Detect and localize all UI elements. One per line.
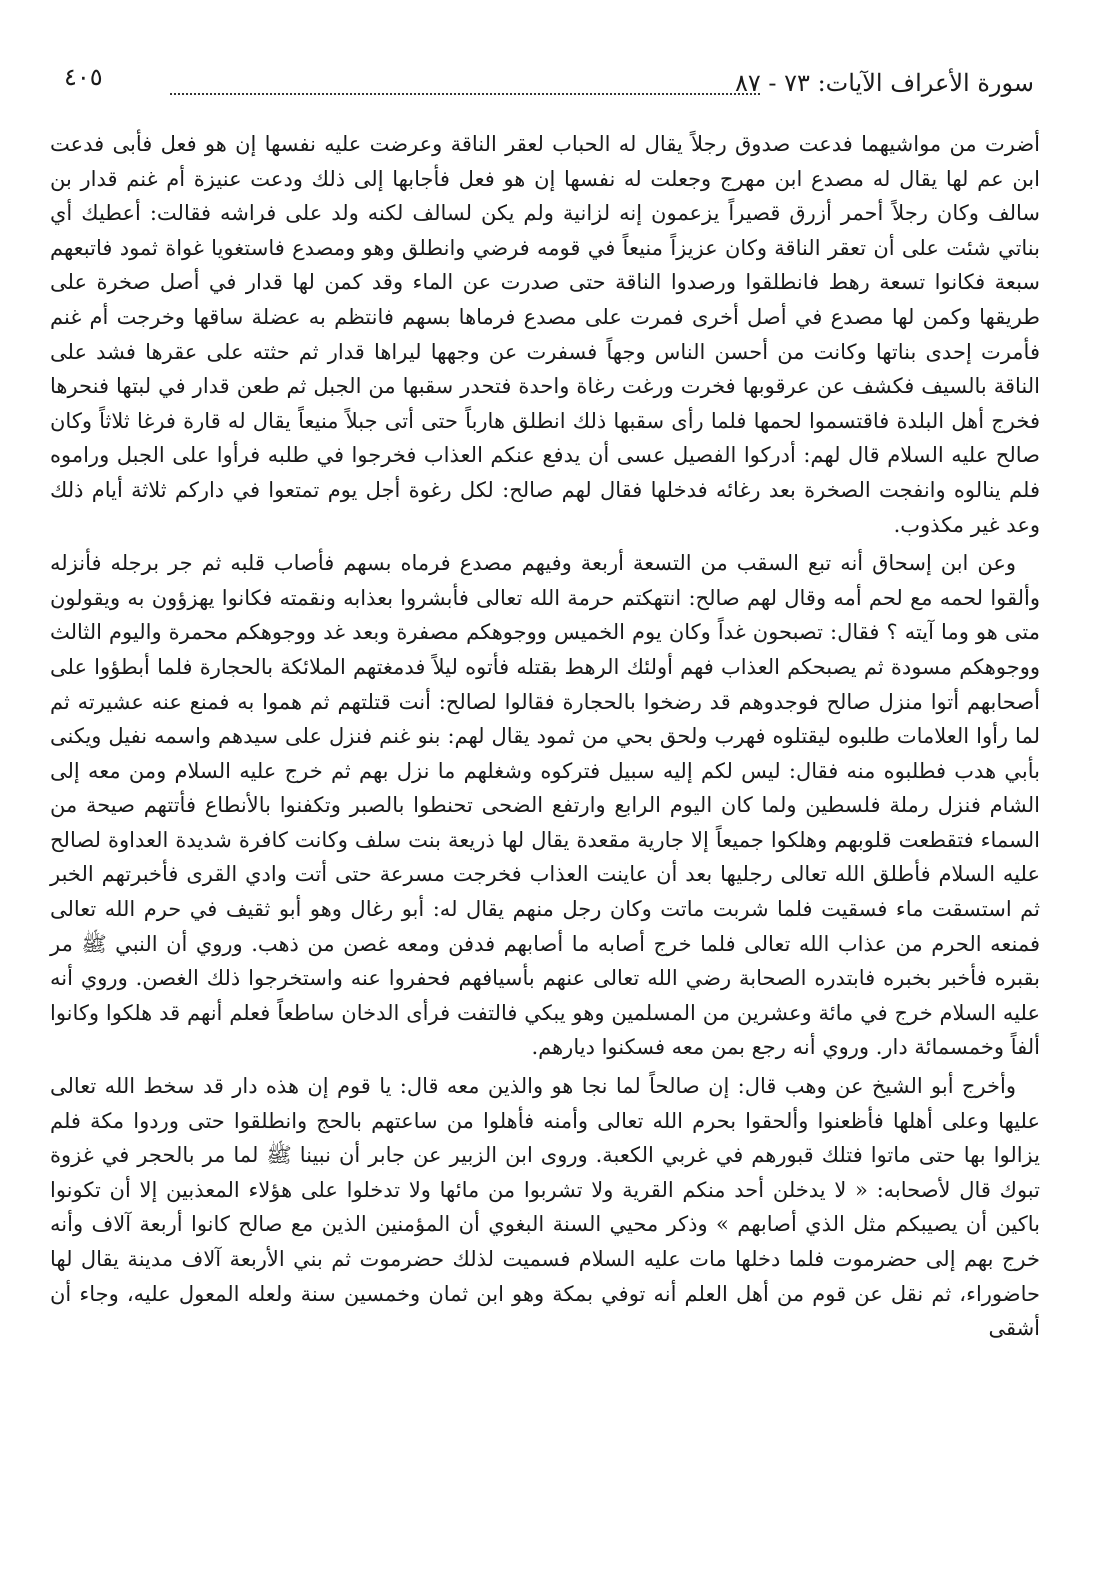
paragraph-1: أضرت من مواشيهما فدعت صدوق رجلاً يقال له الحباب لعقر الناقة وعرضت عليه نفسها إن هو فعل فأبى فدعت ابن عم لها يقال له مصدع ابن مهرج وجعلت له نفسها إن هو فعل فأجابها إلى ذلك ودعت عنيزة أم غنم قدار بن سالف وكان رجلاً أحمر أزرق قصيراً يزعمون إنه لزانية ولم يكن لسالف لكنه ولد على فراشه فقالت: أعطيك أي بناتي شئت على أن تعقر الناقة وكان عزيزاً منيعاً في قومه فرضي وانطلق وهو ومصدع فاستغويا غواة ثمود فاتبعهم سبعة فكانوا تسعة رهط فانطلقوا ورصدوا الناقة حتى صدرت عن الماء وقد كمن لها قدار في أصل صخرة على طريقها وكمن لها مصدع في أصل أخرى فمرت على مصدع فرماها بسهم فانتظم به عضلة ساقها وخرجت أم غنم فأمرت إحدى بناتها وكانت من أحسن الناس وجهاً فسفرت عن وجهها ليراها قدار ثم حثته على عقرها فشد على الناقة بالسيف فكشف عن عرقوبها فخرت ورغت رغاة واحدة فتحدر سقبها من الجبل ثم طعن قدار في لبتها فنحرها فخرج أهل البلدة فاقتسموا لحمها فلما رأى سقبها ذلك انطلق هارباً حتى أتى جبلاً منيعاً يقال له قارة فرغا ثلاثاً وكان صالح عليه السلام قال لهم: أدركوا الفصيل عسى أن يدفع عنكم العذاب فخرجوا في طلبه فرأوا على الجبل وراموه فلم ينالوه وانفجت الصخرة بعد رغائه فدخلها فقال لهم صالح: لكل رغوة أجل يوم تمتعوا في داركم ثلاثة أيام ذلك وعد غير مكذوب. — [50, 132, 1040, 537]
running-header — [50, 55, 1040, 105]
page-body — [50, 127, 1040, 1346]
page-number: ٤٠٥ — [64, 63, 103, 91]
book-page — [50, 55, 1040, 1346]
paragraph-2: وعن ابن إسحاق أنه تبع السقب من التسعة أربعة وفيهم مصدع فرماه بسهم فأصاب قلبه ثم جر برجله فأنزله وألقوا لحمه مع لحم أمه وقال لهم صالح: انتهكتم حرمة الله تعالى فأبشروا بعذابه ونقمته فكانوا يهزؤون به ويقولون متى هو وما آيته ؟ فقال: تصبحون غداً وكان يوم الخميس ووجوهكم مصفرة وبعد غد ووجوهكم محمرة واليوم الثالث ووجوهكم مسودة ثم يصبحكم العذاب فهم أولئك الرهط بقتله فأتوه ليلاً فدمغتهم الملائكة بالحجارة فلما أبطؤوا على أصحابهم أتوا منزل صالح فوجدوهم قد رضخوا بالحجارة فقالوا لصالح: أنت قتلتهم ثم هموا به فمنع عنه عشيرته ثم لما رأوا العلامات طلبوه ليقتلوه فهرب ولحق بحي من ثمود يقال لهم: بنو غنم فنزل على سيدهم واسمه نفيل ويكنى بأبي هدب فطلبوه منه فقال: ليس لكم إليه سبيل فتركوه وشغلهم ما نزل بهم ثم خرج عليه السلام ومن معه إلى الشام فنزل رملة فلسطين ولما كان اليوم الرابع وارتفع الضحى تحنطوا بالصبر وتكفنوا بالأنطاع فأتتهم صيحة من السماء فتقطعت قلوبهم وهلكوا جميعاً إلا جارية مقعدة يقال لها ذريعة بنت سلف وكانت كافرة شديدة العداوة لصالح عليه السلام فأطلق الله تعالى رجليها بعد أن عاينت العذاب فخرجت مسرعة حتى أتت وادي القرى فأخبرتهم الخبر ثم استسقت ماء فسقيت فلما شربت ماتت وكان رجل منهم يقال له: أبو رغال وهو أبو ثقيف في حرم الله تعالى فمنعه الحرم من عذاب الله تعالى فلما خرج أصابه ما أصابهم فدفن ومعه غصن من ذهب. وروي أن النبي ﷺ مر بقبره فأخبر بخبره فابتدره الصحابة رضي الله تعالى عنهم بأسيافهم فحفروا عنه واستخرجوا ذلك الغصن. وروي أنه عليه السلام خرج في مائة وعشرين من المسلمين وهو يبكي فالتفت فرأى الدخان ساطعاً فعلم أنهم قد هلكوا وكانوا ألفاً وخمسمائة دار. وروي أنه رجع بمن معه فسكنوا ديارهم. — [50, 551, 1040, 1060]
paragraph-3: وأخرج أبو الشيخ عن وهب قال: إن صالحاً لما نجا هو والذين معه قال: يا قوم إن هذه دار قد سخط الله تعالى عليها وعلى أهلها فأظعنوا وألحقوا بحرم الله تعالى وأمنه فأهلوا من ساعتهم بالحج وانطلقوا حتى وردوا مكة فلم يزالوا بها حتى ماتوا فتلك قبورهم في غربي الكعبة. وروى ابن الزبير عن جابر أن نبينا ﷺ لما مر بالحجر في غزوة تبوك قال لأصحابه: « لا يدخلن أحد منكم القرية ولا تشربوا من مائها ولا تدخلوا على هؤلاء المعذبين إلا أن تكونوا باكين أن يصيبكم مثل الذي أصابهم » وذكر محيي السنة البغوي أن المؤمنين الذين مع صالح كانوا أربعة آلاف وأنه خرج بهم إلى حضرموت فلما دخلها مات عليه السلام فسميت لذلك حضرموت ثم بني الأربعة آلاف مدينة يقال لها حاضوراء، ثم نقل عن قوم من أهل العلم أنه توفي بمكة وهو ابن ثمان وخمسين سنة ولعله المعول عليه، وجاء أن أشقى — [50, 1074, 1040, 1341]
surah-title: سورة الأعراف الآيات: ٧٣ - ٨٧ — [735, 69, 1034, 97]
dotted-leader — [170, 93, 760, 95]
